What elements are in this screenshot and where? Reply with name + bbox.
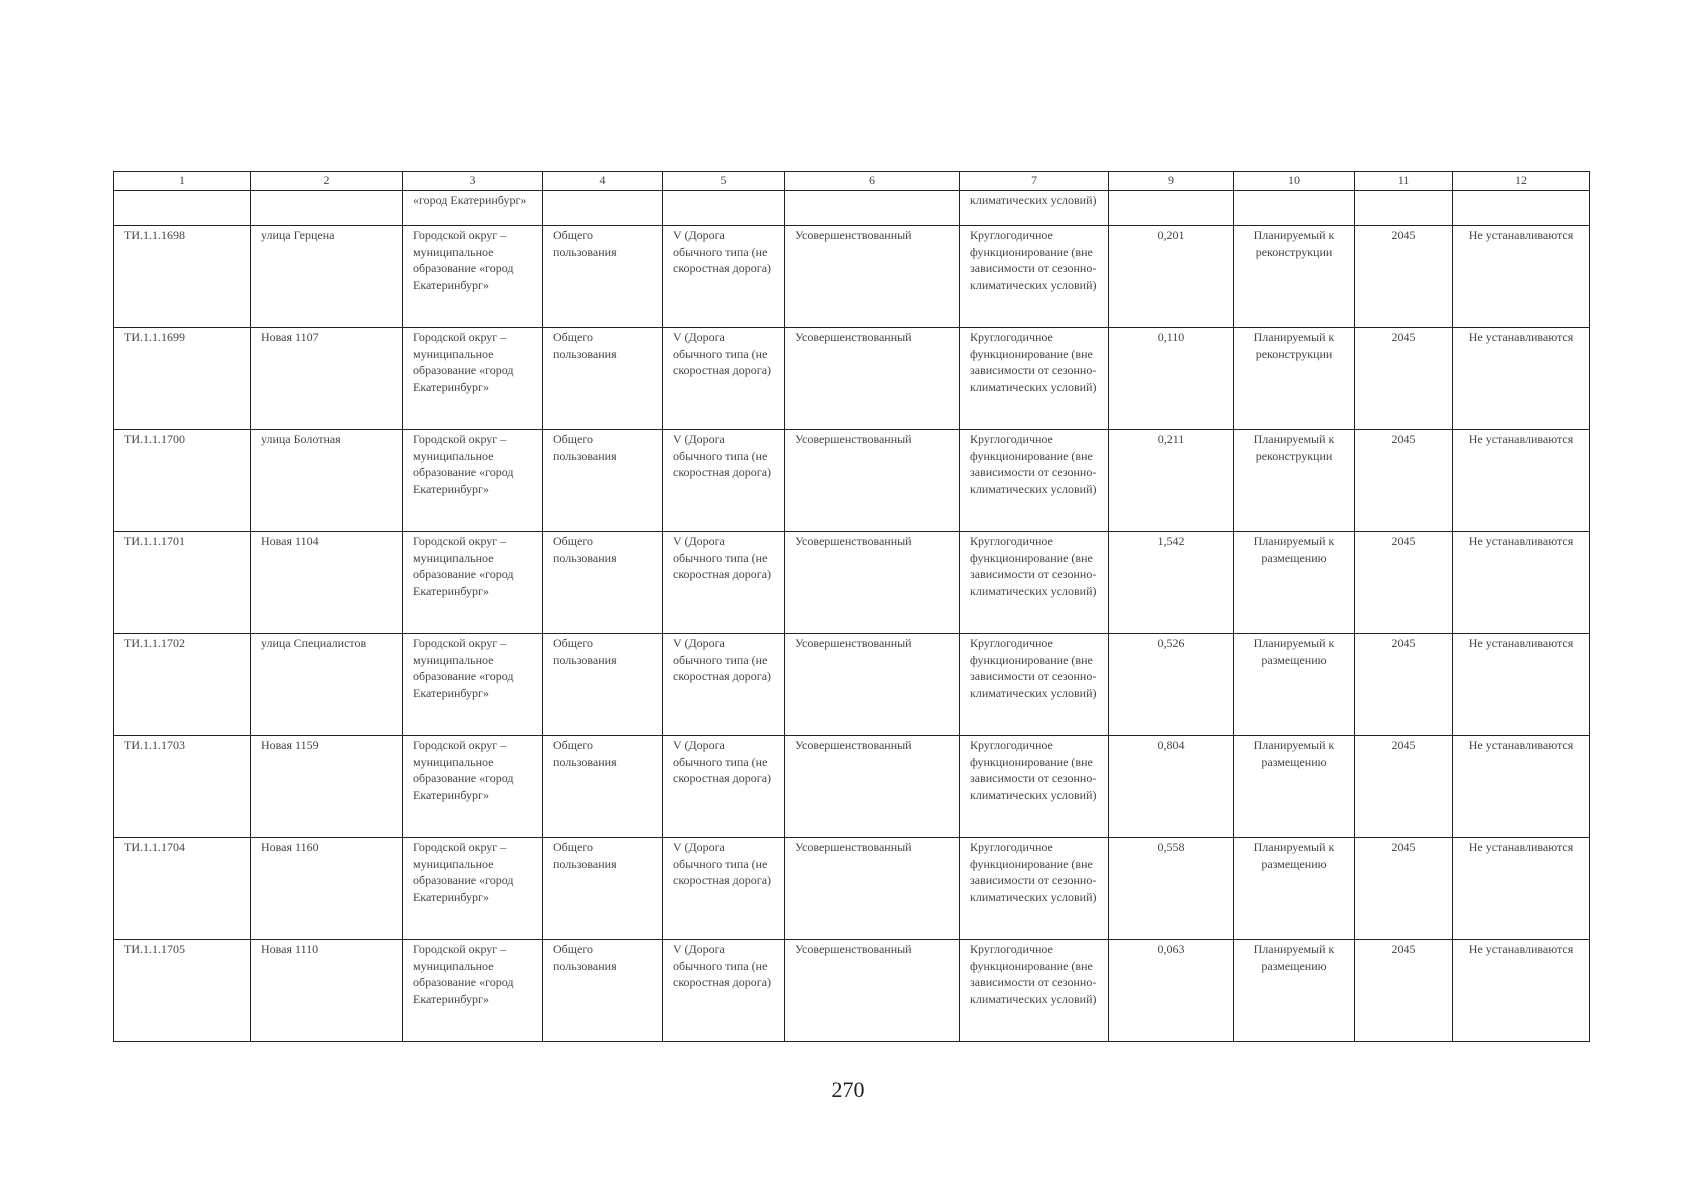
table-row — [114, 328, 1590, 430]
usage-cell: Общего пользования — [543, 634, 663, 736]
status-cell: Планируемый к реконструкции — [1234, 226, 1355, 328]
column-header: 5 — [663, 172, 785, 191]
column-header: 12 — [1453, 172, 1590, 191]
road-infrastructure-table — [113, 171, 1590, 1042]
column-header: 3 — [403, 172, 543, 191]
table-row — [114, 940, 1590, 1042]
continuation-mode-cell: климатических условий) — [960, 191, 1109, 226]
owner-cell: Городской округ – муниципальное образование «город Екатеринбург» — [403, 532, 543, 634]
usage-cell: Общего пользования — [543, 940, 663, 1042]
road-name-cell: Новая 1107 — [251, 328, 403, 430]
owner-cell: Городской округ – муниципальное образование «город Екатеринбург» — [403, 226, 543, 328]
zones-cell: Не устанавливаются — [1453, 226, 1590, 328]
row-id-cell: ТИ.1.1.1700 — [114, 430, 251, 532]
surface-type-cell: Усовершенствованный — [785, 838, 960, 940]
table-row — [114, 226, 1590, 328]
continuation-row — [114, 191, 1590, 226]
zones-cell: Не устанавливаются — [1453, 634, 1590, 736]
status-cell: Планируемый к размещению — [1234, 940, 1355, 1042]
year-cell: 2045 — [1355, 940, 1453, 1042]
row-id-cell: ТИ.1.1.1704 — [114, 838, 251, 940]
surface-type-cell: Усовершенствованный — [785, 328, 960, 430]
year-cell: 2045 — [1355, 532, 1453, 634]
usage-cell: Общего пользования — [543, 736, 663, 838]
usage-cell: Общего пользования — [543, 838, 663, 940]
road-category-cell: V (Дорога обычного типа (не скоростная дорога) — [663, 430, 785, 532]
zones-cell: Не устанавливаются — [1453, 328, 1590, 430]
year-cell: 2045 — [1355, 226, 1453, 328]
usage-cell: Общего пользования — [543, 532, 663, 634]
surface-type-cell: Усовершенствованный — [785, 226, 960, 328]
operation-mode-cell: Круглогодичное функционирование (вне зависимости от сезонно-климатических условий) — [960, 940, 1109, 1042]
operation-mode-cell: Круглогодичное функционирование (вне зависимости от сезонно-климатических условий) — [960, 430, 1109, 532]
owner-cell: Городской округ – муниципальное образование «город Екатеринбург» — [403, 328, 543, 430]
column-header: 9 — [1109, 172, 1234, 191]
column-header: 11 — [1355, 172, 1453, 191]
road-category-cell: V (Дорога обычного типа (не скоростная дорога) — [663, 838, 785, 940]
road-name-cell: Новая 1160 — [251, 838, 403, 940]
column-header: 10 — [1234, 172, 1355, 191]
zones-cell: Не устанавливаются — [1453, 736, 1590, 838]
status-cell: Планируемый к размещению — [1234, 838, 1355, 940]
road-name-cell: улица Болотная — [251, 430, 403, 532]
column-header: 6 — [785, 172, 960, 191]
column-header: 4 — [543, 172, 663, 191]
length-cell: 0,526 — [1109, 634, 1234, 736]
zones-cell: Не устанавливаются — [1453, 532, 1590, 634]
status-cell: Планируемый к реконструкции — [1234, 328, 1355, 430]
usage-cell: Общего пользования — [543, 226, 663, 328]
table-row — [114, 736, 1590, 838]
row-id-cell: ТИ.1.1.1699 — [114, 328, 251, 430]
owner-cell: Городской округ – муниципальное образование «город Екатеринбург» — [403, 940, 543, 1042]
table-row — [114, 430, 1590, 532]
length-cell: 1,542 — [1109, 532, 1234, 634]
continuation-owner-cell: «город Екатеринбург» — [403, 191, 543, 226]
status-cell: Планируемый к размещению — [1234, 532, 1355, 634]
surface-type-cell: Усовершенствованный — [785, 940, 960, 1042]
road-category-cell: V (Дорога обычного типа (не скоростная дорога) — [663, 226, 785, 328]
length-cell: 0,558 — [1109, 838, 1234, 940]
zones-cell: Не устанавливаются — [1453, 430, 1590, 532]
length-cell: 0,201 — [1109, 226, 1234, 328]
road-name-cell: Новая 1104 — [251, 532, 403, 634]
road-category-cell: V (Дорога обычного типа (не скоростная дорога) — [663, 532, 785, 634]
status-cell: Планируемый к размещению — [1234, 634, 1355, 736]
column-header: 2 — [251, 172, 403, 191]
owner-cell: Городской округ – муниципальное образование «город Екатеринбург» — [403, 736, 543, 838]
year-cell: 2045 — [1355, 838, 1453, 940]
operation-mode-cell: Круглогодичное функционирование (вне зависимости от сезонно-климатических условий) — [960, 634, 1109, 736]
length-cell: 0,110 — [1109, 328, 1234, 430]
surface-type-cell: Усовершенствованный — [785, 430, 960, 532]
operation-mode-cell: Круглогодичное функционирование (вне зависимости от сезонно-климатических условий) — [960, 838, 1109, 940]
operation-mode-cell: Круглогодичное функционирование (вне зависимости от сезонно-климатических условий) — [960, 532, 1109, 634]
usage-cell: Общего пользования — [543, 328, 663, 430]
surface-type-cell: Усовершенствованный — [785, 634, 960, 736]
road-name-cell: Новая 1110 — [251, 940, 403, 1042]
row-id-cell: ТИ.1.1.1703 — [114, 736, 251, 838]
column-header: 1 — [114, 172, 251, 191]
surface-type-cell: Усовершенствованный — [785, 532, 960, 634]
year-cell: 2045 — [1355, 634, 1453, 736]
table-row — [114, 532, 1590, 634]
operation-mode-cell: Круглогодичное функционирование (вне зависимости от сезонно-климатических условий) — [960, 328, 1109, 430]
road-category-cell: V (Дорога обычного типа (не скоростная дорога) — [663, 328, 785, 430]
length-cell: 0,063 — [1109, 940, 1234, 1042]
operation-mode-cell: Круглогодичное функционирование (вне зависимости от сезонно-климатических условий) — [960, 226, 1109, 328]
year-cell: 2045 — [1355, 736, 1453, 838]
page-number: 270 — [831, 1077, 865, 1102]
zones-cell: Не устанавливаются — [1453, 838, 1590, 940]
column-header: 7 — [960, 172, 1109, 191]
road-category-cell: V (Дорога обычного типа (не скоростная дорога) — [663, 634, 785, 736]
operation-mode-cell: Круглогодичное функционирование (вне зависимости от сезонно-климатических условий) — [960, 736, 1109, 838]
table-row — [114, 634, 1590, 736]
year-cell: 2045 — [1355, 328, 1453, 430]
owner-cell: Городской округ – муниципальное образование «город Екатеринбург» — [403, 430, 543, 532]
length-cell: 0,211 — [1109, 430, 1234, 532]
table-row — [114, 838, 1590, 940]
road-category-cell: V (Дорога обычного типа (не скоростная дорога) — [663, 736, 785, 838]
surface-type-cell: Усовершенствованный — [785, 736, 960, 838]
row-id-cell: ТИ.1.1.1701 — [114, 532, 251, 634]
row-id-cell: ТИ.1.1.1702 — [114, 634, 251, 736]
road-name-cell: Новая 1159 — [251, 736, 403, 838]
road-category-cell: V (Дорога обычного типа (не скоростная дорога) — [663, 940, 785, 1042]
zones-cell: Не устанавливаются — [1453, 940, 1590, 1042]
status-cell: Планируемый к размещению — [1234, 736, 1355, 838]
owner-cell: Городской округ – муниципальное образование «город Екатеринбург» — [403, 838, 543, 940]
road-name-cell: улица Герцена — [251, 226, 403, 328]
length-cell: 0,804 — [1109, 736, 1234, 838]
usage-cell: Общего пользования — [543, 430, 663, 532]
row-id-cell: ТИ.1.1.1698 — [114, 226, 251, 328]
road-name-cell: улица Специалистов — [251, 634, 403, 736]
year-cell: 2045 — [1355, 430, 1453, 532]
column-number-row — [114, 172, 1590, 191]
row-id-cell: ТИ.1.1.1705 — [114, 940, 251, 1042]
status-cell: Планируемый к реконструкции — [1234, 430, 1355, 532]
owner-cell: Городской округ – муниципальное образование «город Екатеринбург» — [403, 634, 543, 736]
